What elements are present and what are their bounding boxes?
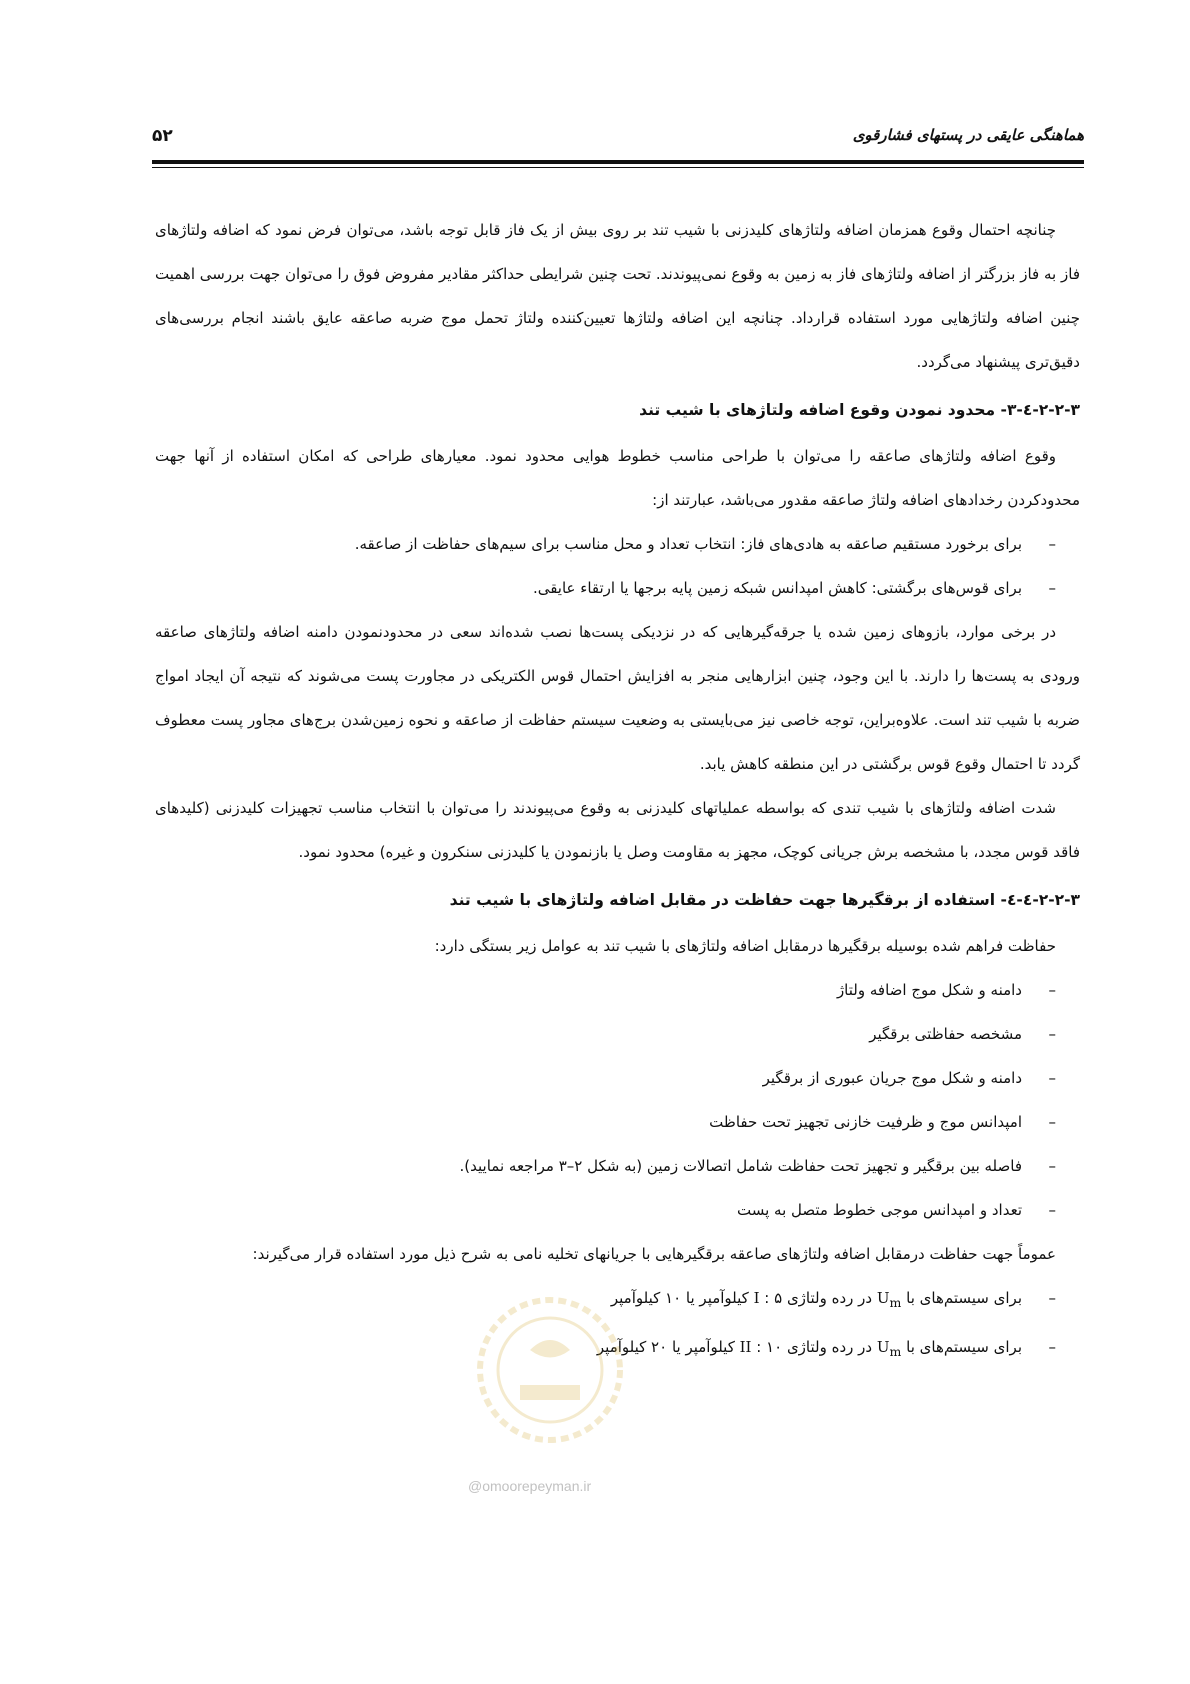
list-dash: – [1048, 1025, 1056, 1043]
page-header [152, 126, 1084, 154]
um-symbol: $U_m$ [876, 1338, 902, 1359]
list-item [155, 1100, 1056, 1144]
criteria-list [155, 522, 1080, 610]
list-item [155, 1012, 1056, 1056]
paragraph-5: حفاظت فراهم شده بوسیله برقگیرها درمقابل اضافه ولتاژهای با شیب تند به عوامل زیر بستگی دارد: [434, 937, 1056, 955]
list-item-text: برای برخورد مستقیم صاعقه به هادی‌های فاز: انتخاب تعداد و محل مناسب برای سیم‌های حفاظت از صاعقه. [354, 535, 1022, 553]
list-item-text: برای سیستم‌های با [901, 1289, 1022, 1307]
paragraph-1: چنانچه احتمال وقوع همزمان اضافه ولتاژهای کلیدزنی با شیب تند بر روی بیش از یک فاز قابل توجه باشد، می‌توان فرض نمود که اضافه ولتاژهای فاز به فاز بزرگتر از اضافه ولتاژهای فاز به زمین به وقوع نمی‌پیوندند. تحت چنین شرایطی حداکثر مقادیر مفروض فوق را می‌توان جهت بررسی اهمیت چنین اضافه ولتاژهایی مورد استفاده قرارداد. چنانچه این اضافه ولتاژها تعیین‌کننده ولتاژ تحمل موج ضربه صاعقه عایق باشند انجام بررسی‌های دقیق‌تری پیشنهاد می‌گردد. [155, 221, 1080, 371]
watermark-url: @omoorepeyman.ir [468, 1478, 592, 1494]
paragraph-2: وقوع اضافه ولتاژهای صاعقه را می‌توان با طراحی مناسب خطوط هوایی محدود نمود. معیارهای طراحی که امکان استفاده از آنها جهت محدودکردن رخدادهای اضافه ولتاژ صاعقه مقدور می‌باشد، عبارتند از: [155, 447, 1080, 509]
um-symbol: $U_m$ [876, 1289, 902, 1310]
header-rule-thin [152, 167, 1084, 168]
list-item-text: دامنه و شکل موج اضافه ولتاژ [836, 981, 1022, 999]
header-rule-thick [152, 160, 1084, 164]
list-item [155, 968, 1056, 1012]
list-item [155, 1144, 1056, 1188]
list-dash: – [1048, 1338, 1056, 1356]
paragraph-3: در برخی موارد، بازوهای زمین شده یا جرقه‌گیرهایی که در نزدیکی پست‌ها نصب شده‌اند سعی در محدودنمودن دامنه اضافه ولتاژهای صاعقه ورودی به پست‌ها را دارند. با این وجود، چنین ابزارهایی منجر به افزایش احتمال قوس الکتریکی در مجاورت پست می‌شوند که نتیجه آن ایجاد امواج ضربه با شیب تند است. علاوه‌براین، توجه خاصی نیز می‌بایستی به وضعیت سیستم حفاظت از صاعقه و نحوه زمین‌شدن برج‌های مجاور پست معطوف گردد تا احتمال وقوع قوس برگشتی در این منطقه کاهش یابد. [155, 623, 1080, 773]
paragraph-6: عموماً جهت حفاظت درمقابل اضافه ولتاژهای صاعقه برقگیرهایی با جریانهای تخلیه نامی به شرح ذیل مورد استفاده قرار می‌گیرند: [252, 1245, 1056, 1263]
list-item [155, 1056, 1056, 1100]
list-item [155, 522, 1056, 566]
document-body [155, 208, 1080, 1374]
section-heading-3: ۲-۲-۳-٤-۳- محدود نمودن وقوع اضافه ولتاژهای با شیب تند [639, 401, 1080, 419]
list-item-text: تعداد و امپدانس موجی خطوط متصل به پست [736, 1201, 1022, 1219]
list-item-text: فاصله بین برقگیر و تجهیز تحت حفاظت شامل اتصالات زمین (به شکل ۲–۳ مراجعه نمایید). [459, 1157, 1022, 1175]
watermark-logo [470, 1290, 630, 1450]
list-dash: – [1048, 1069, 1056, 1087]
list-item [155, 566, 1056, 610]
list-item [155, 1188, 1056, 1232]
list-item-text: امپدانس موج و ظرفیت خازنی تجهیز تحت حفاظت [709, 1113, 1022, 1131]
voltage-class: II [739, 1338, 752, 1356]
list-dash: – [1048, 1289, 1056, 1307]
list-item-text: برای سیستم‌های با [901, 1338, 1022, 1356]
list-dash: – [1048, 981, 1056, 999]
list-dash: – [1048, 579, 1056, 597]
list-item: – برای سیستم‌های با $U_m$ در رده ولتاژی II : ۱۰ کیلوآمپر یا ۲۰ کیلوآمپر [155, 1325, 1056, 1374]
header-title: هماهنگی عایقی در پستهای فشارقوی [852, 126, 1084, 144]
list-dash: – [1048, 1113, 1056, 1131]
list-item: – برای سیستم‌های با $U_m$ در رده ولتاژی I : ۵ کیلوآمپر یا ۱۰ کیلوآمپر [155, 1276, 1056, 1325]
list-dash: – [1048, 1157, 1056, 1175]
paragraph-4: شدت اضافه ولتاژهای با شیب تندی که بواسطه عملیاتهای کلیدزنی به وقوع می‌پیوندند را می‌توان با انتخاب مناسب تجهیزات کلیدزنی (کلیدهای فاقد قوس مجدد، با مشخصه برش جریانی کوچک، مجهز به مقاومت وصل یا بازنمودن یا کلیدزنی سنکرون و غیره) محدود نمود. [155, 799, 1080, 861]
voltage-class: I [753, 1289, 760, 1307]
page-number: ۵۲ [152, 126, 173, 146]
list-dash: – [1048, 535, 1056, 553]
list-item-text: برای قوس‌های برگشتی: کاهش امپدانس شبکه زمین پایه برجها یا ارتقاء عایقی. [532, 579, 1022, 597]
factors-list [155, 968, 1080, 1232]
list-dash: – [1048, 1201, 1056, 1219]
section-heading-4: ۲-۲-۳-٤-٤- استفاده از برقگیرها جهت حفاظت در مقابل اضافه ولتاژهای با شیب تند [449, 891, 1080, 909]
list-item-text: مشخصه حفاظتی برقگیر [869, 1025, 1022, 1043]
list-item-text: دامنه و شکل موج جریان عبوری از برقگیر [762, 1069, 1022, 1087]
